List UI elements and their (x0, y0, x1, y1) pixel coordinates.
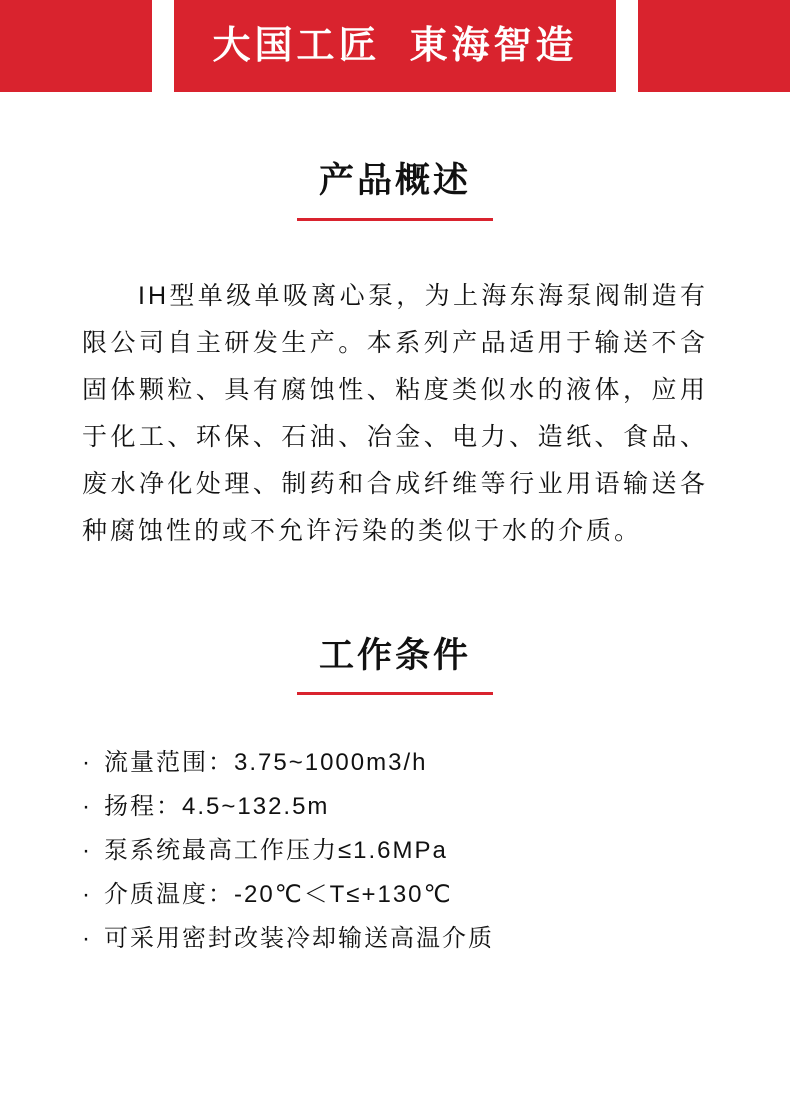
list-item-label: 扬程：4.5~132.5m (104, 793, 330, 820)
list-item-label: 可采用密封改装冷却输送高温介质 (104, 925, 494, 952)
overview-paragraph: IH型单级单吸离心泵，为上海东海泵阀制造有限公司自主研发生产。本系列产品适用于输送不含固体颗粒、具有腐蚀性、粘度类似水的液体，应用于化工、环保、石油、冶金、电力、造纸、食品、废水净化处理、制药和合成纤维等行业用语输送各种腐蚀性的或不允许污染的类似于水的介质。 (82, 281, 708, 545)
banner-divider-left (152, 0, 174, 92)
banner-title: 大国工匠 東海智造 (212, 25, 578, 67)
bottom-spacer (0, 962, 790, 994)
overview-heading-text: 产品概述 (318, 161, 471, 200)
overview-section (0, 92, 790, 555)
banner-divider-right (616, 0, 638, 92)
list-item (82, 918, 790, 959)
conditions-heading-text: 工作条件 (318, 635, 471, 675)
bullet-icon: · (82, 793, 92, 820)
bullet-icon: · (82, 881, 92, 908)
overview-heading (0, 162, 790, 221)
overview-heading-rule (297, 218, 493, 221)
list-item-label: 介质温度：-20℃＜T≤+130℃ (104, 881, 453, 908)
conditions-section (0, 555, 790, 995)
conditions-heading (0, 637, 790, 696)
list-item-label: 流量范围：3.75~1000m3/h (104, 749, 428, 776)
bullet-icon: · (82, 925, 92, 952)
bullet-icon: · (82, 837, 92, 864)
list-item (82, 830, 790, 871)
list-item (82, 742, 790, 783)
bullet-icon: · (82, 749, 92, 776)
conditions-heading-rule (297, 692, 493, 695)
conditions-list (0, 742, 790, 959)
page-banner (0, 0, 790, 92)
list-item-label: 泵系统最高工作压力≤1.6MPa (104, 837, 448, 864)
list-item (82, 786, 790, 827)
list-item (82, 874, 790, 915)
